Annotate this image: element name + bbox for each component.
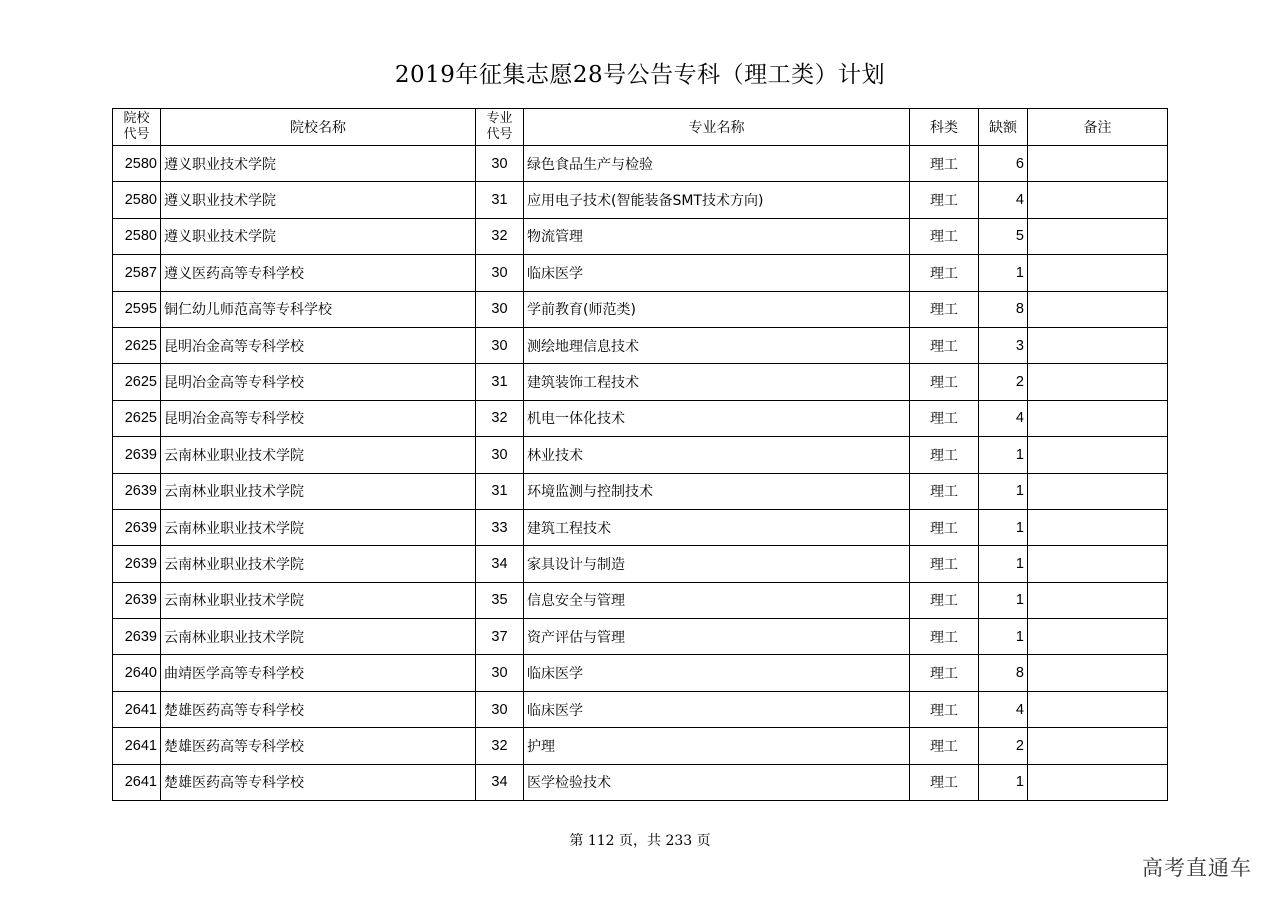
cell-category: 理工 [910,400,979,436]
cell-school-code: 2580 [113,182,161,218]
cell-major-name: 环境监测与控制技术 [524,473,910,509]
cell-school-code: 2625 [113,400,161,436]
cell-school-name: 昆明冶金高等专科学校 [161,400,476,436]
cell-category: 理工 [910,218,979,254]
table-row [113,764,1168,800]
cell-major-name: 信息安全与管理 [524,582,910,618]
cell-major-code: 30 [476,691,524,727]
cell-vacancies: 8 [979,655,1028,691]
cell-category: 理工 [910,146,979,182]
cell-major-code: 33 [476,509,524,545]
table-row [113,400,1168,436]
cell-school-name: 楚雄医药高等专科学校 [161,764,476,800]
cell-remarks [1028,619,1168,655]
cell-school-code: 2580 [113,146,161,182]
cell-school-code: 2640 [113,655,161,691]
cell-school-name: 楚雄医药高等专科学校 [161,728,476,764]
cell-category: 理工 [910,546,979,582]
table-row [113,364,1168,400]
cell-major-name: 临床医学 [524,655,910,691]
cell-major-code: 37 [476,619,524,655]
cell-school-name: 铜仁幼儿师范高等专科学校 [161,291,476,327]
cell-school-name: 昆明冶金高等专科学校 [161,327,476,363]
table-row [113,182,1168,218]
header-category: 科类 [910,109,979,146]
cell-school-code: 2639 [113,509,161,545]
cell-school-name: 遵义医药高等专科学校 [161,255,476,291]
table-row [113,146,1168,182]
cell-major-code: 32 [476,728,524,764]
cell-school-name: 遵义职业技术学院 [161,218,476,254]
cell-school-name: 云南林业职业技术学院 [161,473,476,509]
table-row [113,546,1168,582]
plan-table [112,108,1168,801]
cell-vacancies: 6 [979,146,1028,182]
cell-school-code: 2625 [113,364,161,400]
table-row [113,437,1168,473]
cell-remarks [1028,218,1168,254]
cell-school-code: 2580 [113,218,161,254]
cell-remarks [1028,255,1168,291]
cell-vacancies: 1 [979,255,1028,291]
cell-category: 理工 [910,619,979,655]
cell-vacancies: 2 [979,364,1028,400]
cell-major-code: 30 [476,655,524,691]
cell-vacancies: 1 [979,437,1028,473]
table-row [113,291,1168,327]
cell-school-code: 2641 [113,728,161,764]
cell-school-code: 2639 [113,582,161,618]
cell-major-name: 物流管理 [524,218,910,254]
cell-major-name: 学前教育(师范类) [524,291,910,327]
cell-remarks [1028,546,1168,582]
cell-vacancies: 4 [979,400,1028,436]
cell-remarks [1028,691,1168,727]
cell-vacancies: 5 [979,218,1028,254]
cell-category: 理工 [910,655,979,691]
cell-vacancies: 8 [979,291,1028,327]
cell-major-code: 30 [476,291,524,327]
table-row [113,255,1168,291]
header-major-name: 专业名称 [524,109,910,146]
page-footer: 第 112 页，共 233 页 [569,833,711,849]
cell-major-name: 绿色食品生产与检验 [524,146,910,182]
cell-vacancies: 2 [979,728,1028,764]
cell-vacancies: 1 [979,509,1028,545]
cell-major-name: 临床医学 [524,691,910,727]
cell-major-name: 林业技术 [524,437,910,473]
cell-remarks [1028,764,1168,800]
cell-major-code: 31 [476,473,524,509]
table-header-row [113,109,1168,146]
table-row [113,327,1168,363]
cell-major-code: 30 [476,255,524,291]
table-row [113,691,1168,727]
cell-major-code: 30 [476,146,524,182]
cell-school-code: 2639 [113,437,161,473]
cell-category: 理工 [910,255,979,291]
cell-major-name: 家具设计与制造 [524,546,910,582]
cell-major-code: 30 [476,437,524,473]
table-row [113,582,1168,618]
cell-category: 理工 [910,764,979,800]
cell-remarks [1028,291,1168,327]
cell-remarks [1028,146,1168,182]
cell-major-code: 35 [476,582,524,618]
cell-vacancies: 1 [979,582,1028,618]
cell-remarks [1028,728,1168,764]
cell-school-name: 楚雄医药高等专科学校 [161,691,476,727]
cell-vacancies: 1 [979,764,1028,800]
cell-major-name: 护理 [524,728,910,764]
header-major-code: 专业 代号 [476,109,524,146]
cell-category: 理工 [910,691,979,727]
cell-category: 理工 [910,291,979,327]
cell-vacancies: 1 [979,619,1028,655]
cell-major-code: 34 [476,764,524,800]
table-row [113,218,1168,254]
cell-remarks [1028,655,1168,691]
cell-school-name: 云南林业职业技术学院 [161,619,476,655]
cell-major-name: 建筑装饰工程技术 [524,364,910,400]
cell-remarks [1028,473,1168,509]
cell-category: 理工 [910,182,979,218]
cell-category: 理工 [910,582,979,618]
cell-vacancies: 1 [979,546,1028,582]
cell-major-code: 34 [476,546,524,582]
cell-school-name: 遵义职业技术学院 [161,182,476,218]
cell-category: 理工 [910,509,979,545]
cell-major-name: 医学检验技术 [524,764,910,800]
table-row [113,655,1168,691]
cell-remarks [1028,582,1168,618]
page-title: 2019年征集志愿28号公告专科（理工类）计划 [394,62,886,88]
cell-category: 理工 [910,437,979,473]
cell-school-name: 曲靖医学高等专科学校 [161,655,476,691]
header-school-name: 院校名称 [161,109,476,146]
cell-major-name: 临床医学 [524,255,910,291]
cell-major-name: 测绘地理信息技术 [524,327,910,363]
cell-vacancies: 3 [979,327,1028,363]
cell-school-name: 云南林业职业技术学院 [161,582,476,618]
cell-school-name: 云南林业职业技术学院 [161,546,476,582]
cell-school-code: 2595 [113,291,161,327]
cell-category: 理工 [910,473,979,509]
cell-vacancies: 4 [979,182,1028,218]
cell-category: 理工 [910,327,979,363]
cell-major-code: 31 [476,364,524,400]
header-school-code: 院校 代号 [113,109,161,146]
table-row [113,473,1168,509]
cell-category: 理工 [910,364,979,400]
cell-remarks [1028,327,1168,363]
table-row [113,509,1168,545]
cell-remarks [1028,509,1168,545]
cell-remarks [1028,182,1168,218]
cell-school-code: 2639 [113,619,161,655]
cell-major-name: 建筑工程技术 [524,509,910,545]
watermark-text: 高考直通车 [1142,856,1252,880]
cell-vacancies: 4 [979,691,1028,727]
cell-school-code: 2641 [113,691,161,727]
header-remarks: 备注 [1028,109,1168,146]
cell-major-name: 机电一体化技术 [524,400,910,436]
cell-major-name: 资产评估与管理 [524,619,910,655]
cell-major-code: 30 [476,327,524,363]
cell-school-name: 云南林业职业技术学院 [161,437,476,473]
cell-school-name: 昆明冶金高等专科学校 [161,364,476,400]
cell-school-code: 2639 [113,473,161,509]
cell-category: 理工 [910,728,979,764]
cell-school-name: 遵义职业技术学院 [161,146,476,182]
cell-major-name: 应用电子技术(智能装备SMT技术方向) [524,182,910,218]
cell-remarks [1028,400,1168,436]
cell-school-code: 2625 [113,327,161,363]
cell-school-code: 2639 [113,546,161,582]
cell-major-code: 32 [476,400,524,436]
cell-school-name: 云南林业职业技术学院 [161,509,476,545]
cell-major-code: 32 [476,218,524,254]
cell-major-code: 31 [476,182,524,218]
cell-school-code: 2587 [113,255,161,291]
cell-school-code: 2641 [113,764,161,800]
cell-remarks [1028,364,1168,400]
table-row [113,728,1168,764]
table-row [113,619,1168,655]
cell-vacancies: 1 [979,473,1028,509]
header-vacancies: 缺额 [979,109,1028,146]
cell-remarks [1028,437,1168,473]
